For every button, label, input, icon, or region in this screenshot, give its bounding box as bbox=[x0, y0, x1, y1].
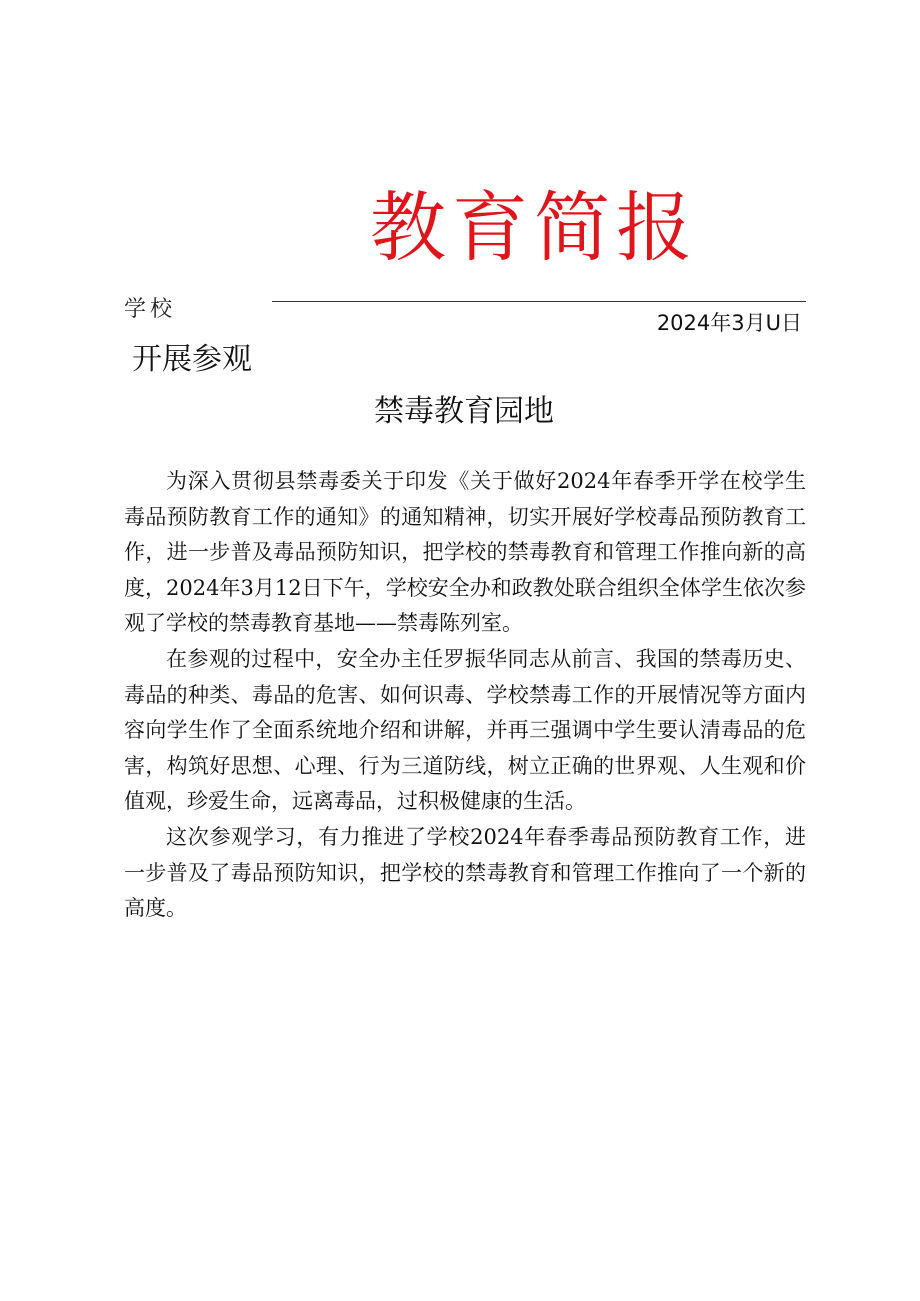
header-divider bbox=[272, 301, 806, 302]
headline-line-2: 禁毒教育园地 bbox=[374, 394, 554, 429]
school-label: 学校 bbox=[124, 297, 177, 322]
article-body bbox=[124, 464, 806, 927]
masthead-title: 教育简报 bbox=[370, 183, 698, 272]
paragraph-2: 在参观的过程中，安全办主任罗振华同志从前言、我国的禁毒历史、毒品的种类、毒品的危害、如何识毒、学校禁毒工作的开展情况等方面内容向学生作了全面系统地介绍和讲解，并再三强调中学生要认清毒品的危害，构筑好思想、心理、行为三道防线，树立正确的世界观、人生观和价值观，珍爱生命，远离毒品，过积极健康的生活。 bbox=[124, 646, 806, 814]
issue-date: 2024年3月U日 bbox=[656, 311, 802, 335]
headline-line-1: 开展参观 bbox=[132, 342, 252, 377]
paragraph-3: 这次参观学习，有力推进了学校2024年春季毒品预防教育工作，进一步普及了毒品预防知识，把学校的禁毒教育和管理工作推向了一个新的高度。 bbox=[124, 824, 806, 921]
paragraph-1: 为深入贯彻县禁毒委关于印发《关于做好2024年春季开学在校学生毒品预防教育工作的通知》的通知精神，切实开展好学校毒品预防教育工作，进一步普及毒品预防知识，把学校的禁毒教育和管理工作推向新的高度，2024年3月12日下午，学校安全办和政教处联合组织全体学生依次参观了学校的禁毒教育基地——禁毒陈列室。 bbox=[124, 469, 806, 636]
